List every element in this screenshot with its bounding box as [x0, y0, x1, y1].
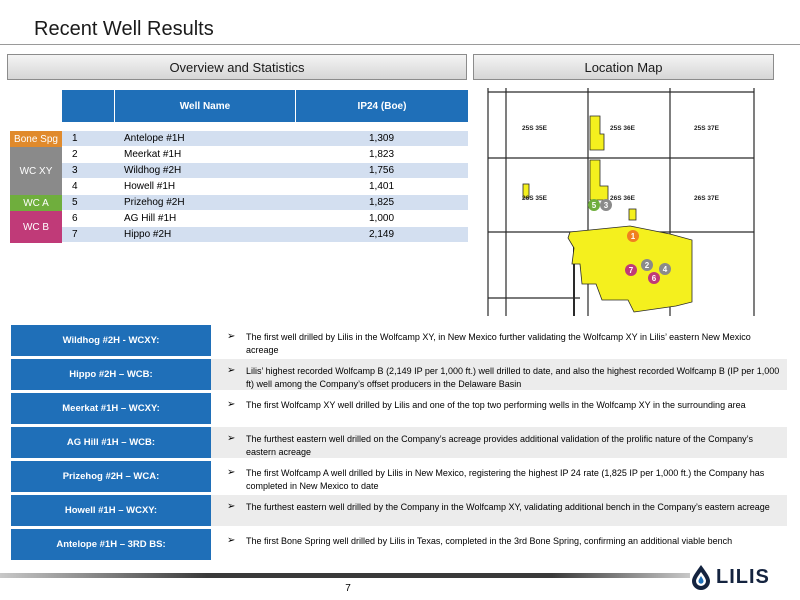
- note-text-cell: [211, 427, 787, 460]
- logo-text: LILIS: [716, 565, 770, 588]
- bullet-arrow-icon: ➢: [227, 399, 236, 410]
- footer-bar: [0, 573, 690, 578]
- zone-wc-xy: WC XY: [10, 147, 62, 195]
- row-well-name: Meerkat #1H: [124, 149, 182, 160]
- section-label-26s36e: 26S 36E: [610, 195, 635, 202]
- row-num: 4: [72, 181, 78, 192]
- bullet-arrow-icon: ➢: [227, 467, 236, 478]
- row-ip24: 1,756: [368, 165, 395, 176]
- bullet-arrow-icon: ➢: [227, 501, 236, 512]
- row-well-name: Howell #1H: [124, 181, 176, 192]
- table-row: [62, 163, 468, 179]
- section-label-25s36e: 25S 36E: [610, 125, 635, 132]
- row-well-name: AG Hill #1H: [124, 213, 177, 224]
- page-number: 7: [345, 583, 351, 594]
- note-text: The first Wolfcamp XY well drilled by Lilis and one of the top two performing wells in the Wolfcamp XY in the surrounding area: [246, 400, 746, 410]
- lilis-logo: [690, 562, 795, 592]
- well-marker-2-label: 2: [644, 261, 650, 270]
- table-row: [62, 147, 468, 163]
- location-map-canvas: [480, 88, 768, 316]
- header-ip24: IP24 (Boe): [295, 90, 468, 122]
- note-text: The first Bone Spring well drilled by Lilis in Texas, completed in the 3rd Bone Spring, confirming an additional viable bench: [246, 536, 733, 546]
- note-label: Howell #1H – WCXY:: [11, 495, 211, 528]
- well-marker-1-label: 1: [630, 232, 636, 241]
- row-num: 1: [72, 133, 78, 144]
- well-marker-6-label: 6: [651, 274, 657, 283]
- location-map-section-header: Location Map: [473, 54, 774, 80]
- row-num: 7: [72, 229, 78, 240]
- note-text: The first well drilled by Lilis in the Wolfcamp XY, in New Mexico further validating the Wolfcamp XY in Lilis’ eastern New Mexico acreage: [246, 332, 751, 356]
- note-text-cell: [211, 495, 787, 528]
- note-text: The first Wolfcamp A well drilled by Lilis in New Mexico, registering the highest IP 24 rate (1,825 IP per 1,000 ft.) the Company has completed in New Mexico to date: [246, 468, 765, 492]
- table-row: [62, 211, 468, 227]
- well-marker-4-label: 4: [662, 265, 668, 274]
- row-ip24: 1,823: [368, 149, 395, 160]
- row-well-name: Prizehog #2H: [124, 197, 185, 208]
- note-text-cell: [211, 359, 787, 392]
- bullet-arrow-icon: ➢: [227, 433, 236, 444]
- row-num: 2: [72, 149, 78, 160]
- title-divider: [0, 44, 800, 45]
- bullet-arrow-icon: ➢: [227, 535, 236, 546]
- bullet-arrow-icon: ➢: [227, 331, 236, 342]
- note-label: Prizehog #2H – WCA:: [11, 461, 211, 494]
- row-num: 5: [72, 197, 78, 208]
- zone-wc-a: WC A: [10, 195, 62, 211]
- table-row: [62, 227, 468, 243]
- note-label: Hippo #2H – WCB:: [11, 359, 211, 392]
- note-label: AG Hill #1H – WCB:: [11, 427, 211, 460]
- page-title: Recent Well Results: [34, 18, 214, 40]
- row-ip24: 1,000: [368, 213, 395, 224]
- note-text-cell: [211, 325, 787, 358]
- well-marker-7-label: 7: [628, 266, 634, 275]
- note-text: The furthest eastern well drilled on the Company’s acreage provides additional validation of the prolific nature of the Company’s eastern acreage: [246, 434, 753, 458]
- note-text-cell: [211, 529, 787, 562]
- header-num: [62, 90, 114, 122]
- note-row: [11, 495, 787, 528]
- location-map: [480, 88, 768, 316]
- note-text: The furthest eastern well drilled by the Company in the Wolfcamp XY, validating additional bench in the Company’s eastern acreage: [246, 502, 770, 512]
- overview-section-header: Overview and Statistics: [7, 54, 467, 80]
- row-num: 3: [72, 165, 78, 176]
- section-label-25s37e: 25S 37E: [694, 125, 719, 132]
- note-label: Antelope #1H – 3RD BS:: [11, 529, 211, 562]
- bullet-arrow-icon: ➢: [227, 365, 236, 376]
- row-ip24: 1,825: [368, 197, 395, 208]
- well-marker-5-label: 5: [591, 201, 597, 210]
- zone-wc-b: WC B: [10, 211, 62, 243]
- wells-table-header: [62, 90, 468, 122]
- note-text-cell: [211, 393, 787, 426]
- row-ip24: 1,309: [368, 133, 395, 144]
- oil-drop-icon: [690, 564, 712, 590]
- note-text: Lilis’ highest recorded Wolfcamp B (2,149 IP per 1,000 ft.) well drilled to date, and also the highest recorded Wolfcamp B (IP per 1,000 ft) well among the Company’s offset producers in the Delaware Basin: [246, 366, 780, 390]
- note-row: [11, 325, 787, 358]
- row-ip24: 1,401: [368, 181, 395, 192]
- row-well-name: Wildhog #2H: [124, 165, 182, 176]
- row-well-name: Hippo #2H: [124, 229, 172, 240]
- note-row: [11, 427, 787, 460]
- table-row: [62, 131, 468, 147]
- header-well-name: Well Name: [114, 90, 295, 122]
- row-well-name: Antelope #1H: [124, 133, 185, 144]
- note-row: [11, 393, 787, 426]
- row-num: 6: [72, 213, 78, 224]
- note-label: Meerkat #1H – WCXY:: [11, 393, 211, 426]
- well-marker-3-label: 3: [603, 201, 609, 210]
- note-row: [11, 461, 787, 494]
- section-label-26s35e: 26S 35E: [522, 195, 547, 202]
- row-ip24: 2,149: [368, 229, 395, 240]
- note-row: [11, 359, 787, 392]
- note-label: Wildhog #2H - WCXY:: [11, 325, 211, 358]
- note-text-cell: [211, 461, 787, 494]
- section-label-25s35e: 25S 35E: [522, 125, 547, 132]
- table-row: [62, 179, 468, 195]
- table-row: [62, 195, 468, 211]
- zone-bone-spring: Bone Spg: [10, 131, 62, 147]
- section-label-26s37e: 26S 37E: [694, 195, 719, 202]
- note-row: [11, 529, 787, 562]
